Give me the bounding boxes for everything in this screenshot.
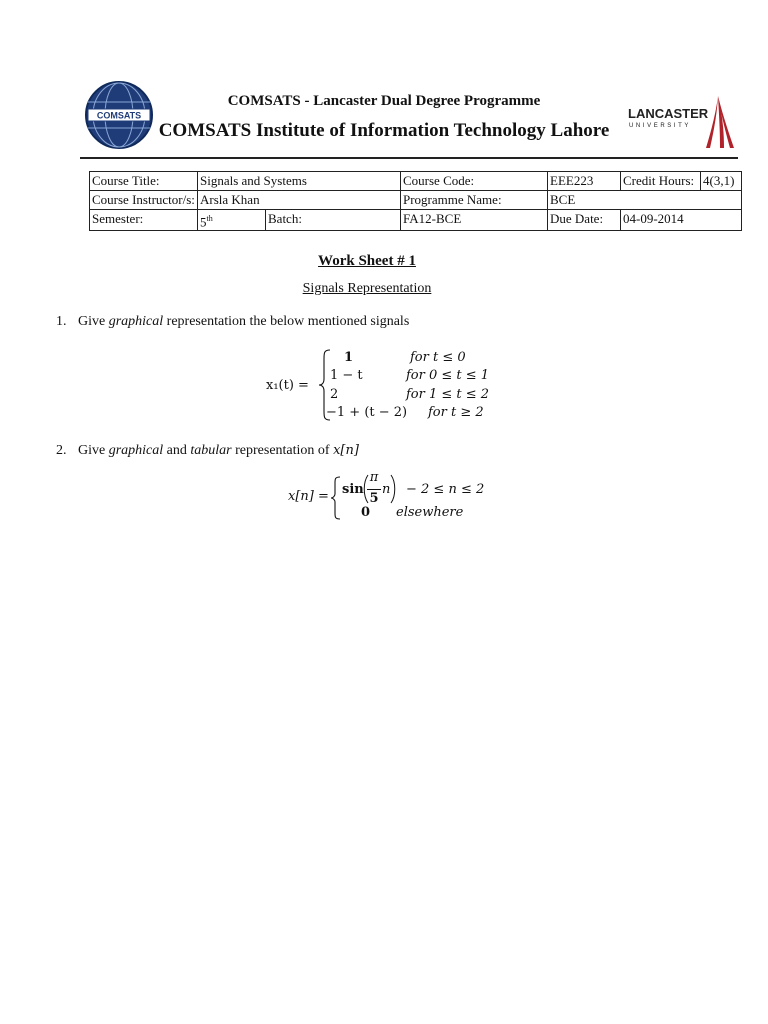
due-date-label: Due Date: xyxy=(548,210,621,231)
case-3-condition: for 1 ≤ t ≤ 2 xyxy=(406,387,490,402)
semester-value: 5th xyxy=(198,210,266,231)
left-brace-icon xyxy=(330,476,342,520)
case-1-condition: − 2 ≤ n ≤ 2 xyxy=(406,482,485,497)
course-code-value: EEE223 xyxy=(548,172,621,191)
case-1-expr: 1 xyxy=(344,350,354,365)
fraction-bar xyxy=(367,489,381,490)
credit-hours-label: Credit Hours: xyxy=(621,172,701,191)
equation-1-lhs: x₁(t) = xyxy=(266,378,309,393)
worksheet-title: Work Sheet # 1 xyxy=(318,253,416,269)
right-paren-icon xyxy=(389,474,397,504)
case-2-condition: for 0 ≤ t ≤ 1 xyxy=(406,368,490,383)
case-4-condition: for t ≥ 2 xyxy=(428,405,484,420)
question-number: 2. xyxy=(56,443,67,458)
svg-text:UNIVERSITY: UNIVERSITY xyxy=(629,123,692,129)
header-divider xyxy=(80,157,738,159)
variable-n: n xyxy=(382,482,391,497)
course-title-label: Course Title: xyxy=(90,172,198,191)
batch-label: Batch: xyxy=(266,210,401,231)
case-2-condition: elsewhere xyxy=(396,505,464,520)
case-2-expr: 1 − t xyxy=(330,368,363,383)
table-row xyxy=(90,172,742,191)
course-code-label: Course Code: xyxy=(401,172,548,191)
programme-value: BCE xyxy=(548,191,742,210)
credit-hours-value: 4(3,1) xyxy=(701,172,742,191)
table-row xyxy=(90,191,742,210)
question-2 xyxy=(56,443,656,463)
sin-function: sin xyxy=(342,482,364,497)
instructor-label: Course Instructor/s: xyxy=(90,191,198,210)
question-number: 1. xyxy=(56,314,67,329)
course-info-table xyxy=(89,171,742,231)
due-date-value: 04-09-2014 xyxy=(621,210,742,231)
batch-value: FA12-BCE xyxy=(401,210,548,231)
worksheet-subtitle: Signals Representation xyxy=(302,281,432,296)
svg-text:COMSATS: COMSATS xyxy=(96,110,142,121)
question-text: Give graphical and tabular representation of x[n] xyxy=(78,443,359,458)
case-1-condition: for t ≤ 0 xyxy=(410,350,466,365)
case-2-expr: 0 xyxy=(361,505,371,520)
question-1 xyxy=(56,314,656,334)
semester-label: Semester: xyxy=(90,210,198,231)
svg-text:LANCASTER: LANCASTER xyxy=(628,106,709,121)
case-3-expr: 2 xyxy=(330,387,339,402)
programme-heading: COMSATS - Lancaster Dual Degree Programme xyxy=(227,93,541,109)
case-4-expr: −1 + (t − 2) xyxy=(326,405,408,420)
fraction-numerator: π xyxy=(369,470,379,485)
institute-heading: COMSATS Institute of Information Technology Lahore xyxy=(158,120,610,141)
instructor-value: Arsla Khan xyxy=(198,191,401,210)
question-text: Give graphical representation the below mentioned signals xyxy=(78,314,410,329)
programme-label: Programme Name: xyxy=(401,191,548,210)
table-row xyxy=(90,210,742,231)
fraction-denominator: 5 xyxy=(369,491,379,506)
course-title-value: Signals and Systems xyxy=(198,172,401,191)
equation-2-lhs: x[n] = xyxy=(288,489,329,504)
